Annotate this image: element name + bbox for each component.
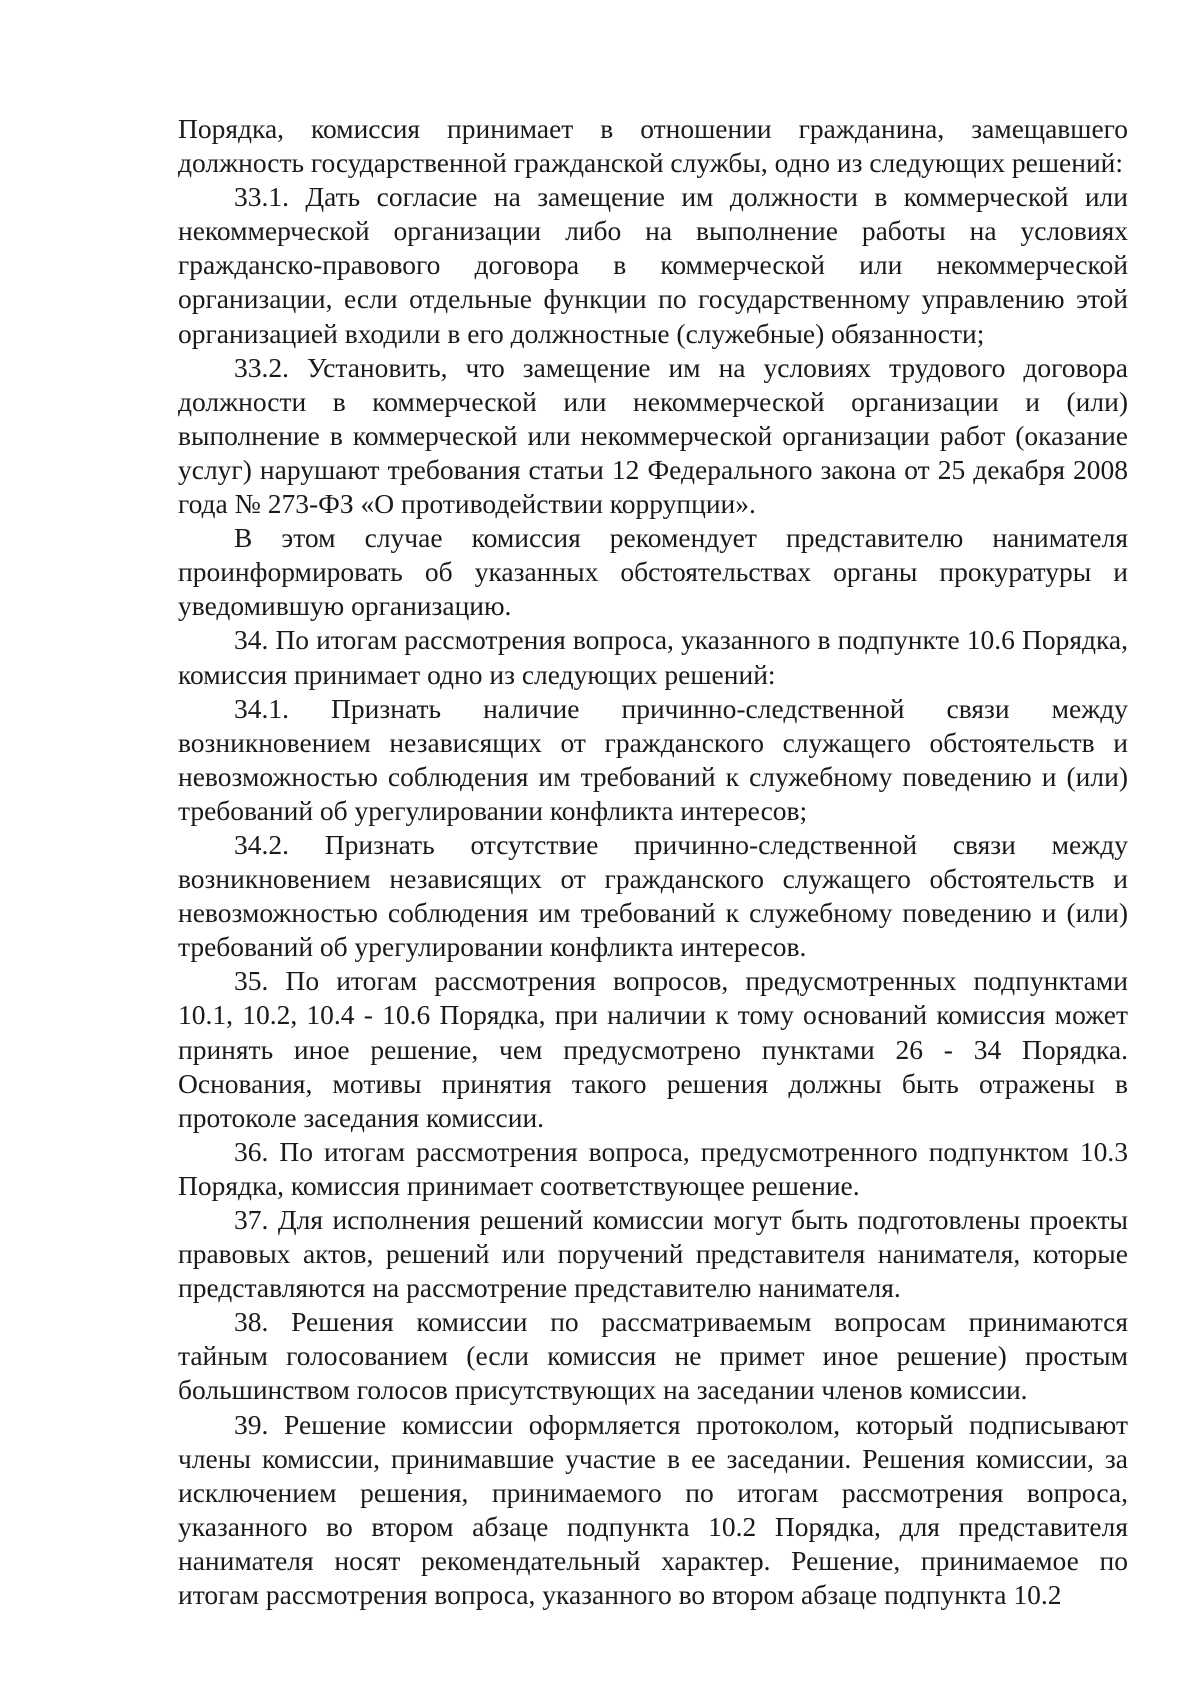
paragraph-recommendation: В этом случае комиссия рекомендует представителю нанимателя проинформировать об указанных обстоятельствах органы прокуратуры и уведомившую организацию. bbox=[178, 522, 1128, 622]
paragraph-36: 36. По итогам рассмотрения вопроса, предусмотренного подпунктом 10.3 Порядка, комиссия принимает соответствующее решение. bbox=[178, 1135, 1128, 1201]
paragraph-38: 38. Решения комиссии по рассматриваемым вопросам принимаются тайным голосованием (если комиссия не примет иное решение) простым большинством голосов присутствующих на заседании членов комиссии. bbox=[178, 1306, 1128, 1406]
paragraph-39: 39. Решение комиссии оформляется протоколом, который подписывают члены комиссии, принимавшие участие в ее заседании. Решения комиссии, за исключением решения, принимаемого по итогам рассмотрения вопроса, указанного во втором абзаце подпункта 10.2 Порядка, для представителя нанимателя носят рекомендательный характер. Решение, принимаемое по итогам рассмотрения вопроса, указанного во втором абзаце подпункта 10.2 bbox=[178, 1408, 1128, 1611]
paragraph-continuation: Порядка, комиссия принимает в отношении гражданина, замещавшего должность государственной гражданской службы, одно из следующих решений: bbox=[178, 113, 1128, 179]
document-body bbox=[178, 112, 1128, 1612]
paragraph-35: 35. По итогам рассмотрения вопросов, предусмотренных подпунктами 10.1, 10.2, 10.4 - 10.6 Порядка, при наличии к тому оснований комиссия может принять иное решение, чем предусмотрено пунктами 26 - 34 Порядка. Основания, мотивы принятия такого решения должны быть отражены в протоколе заседания комиссии. bbox=[178, 965, 1128, 1133]
paragraph-33-2: 33.2. Установить, что замещение им на условиях трудового договора должности в коммерческой или некоммерческой организации и (или) выполнение в коммерческой или некоммерческой организации работ (оказание услуг) нарушают требования статьи 12 Федерального закона от 25 декабря 2008 года № 273-ФЗ «О противодействии коррупции». bbox=[178, 351, 1128, 520]
paragraph-37: 37. Для исполнения решений комиссии могут быть подготовлены проекты правовых актов, решений или поручений представителя нанимателя, которые представляются на рассмотрение представителю нанимателя. bbox=[178, 1204, 1128, 1304]
paragraph-34-2: 34.2. Признать отсутствие причинно-следственной связи между возникновением независящих от гражданского служащего обстоятельств и невозможностью соблюдения им требований к служебному поведению и (или) требований об урегулировании конфликта интересов. bbox=[178, 828, 1128, 963]
paragraph-34: 34. По итогам рассмотрения вопроса, указанного в подпункте 10.6 Порядка, комиссия принимает одно из следующих решений: bbox=[178, 624, 1128, 690]
paragraph-33-1: 33.1. Дать согласие на замещение им должности в коммерческой или некоммерческой организации либо на выполнение работы на условиях гражданско-правового договора в коммерческой или некоммерческой организации, если отдельные функции по государственному управлению этой организацией входили в его должностные (служебные) обязанности; bbox=[178, 181, 1128, 349]
paragraph-34-1: 34.1. Признать наличие причинно-следственной связи между возникновением независящих от гражданского служащего обстоятельств и невозможностью соблюдения им требований к служебному поведению и (или) требований об урегулировании конфликта интересов; bbox=[178, 692, 1128, 826]
